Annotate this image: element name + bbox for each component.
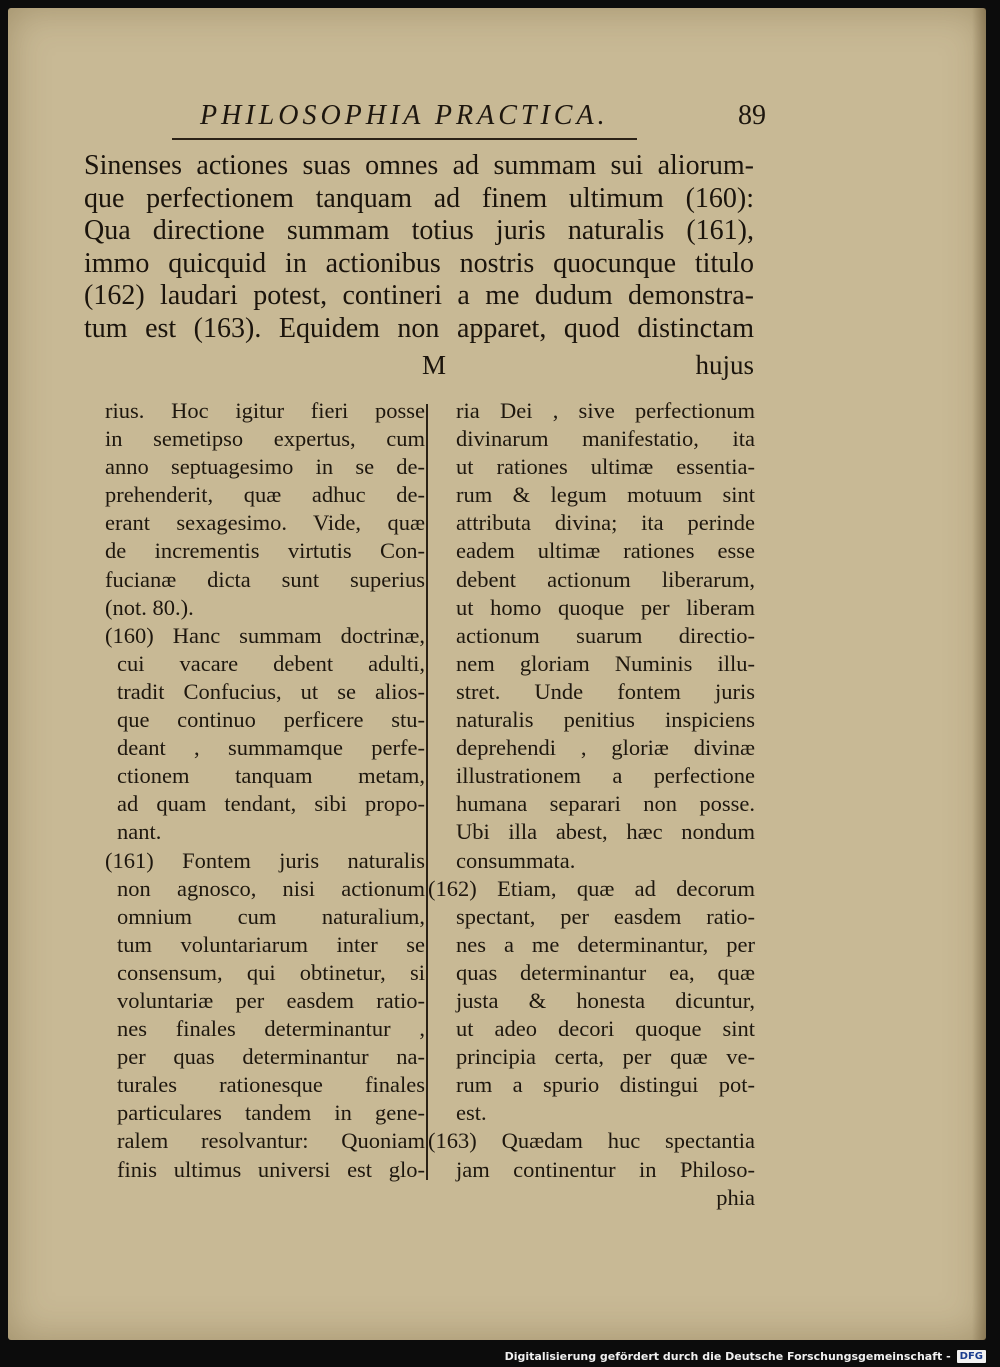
footnote-line: nes a me determinantur, per xyxy=(456,931,755,957)
running-head-title: PHILOSOPHIA PRACTICA. xyxy=(200,100,609,131)
footnote-line: deant , summamque perfe- xyxy=(117,735,425,761)
footnote-line: ctionem tanquam metam, xyxy=(117,763,425,789)
footnote-line: ut adeo decori quoque sint xyxy=(456,1016,755,1042)
footnote-line: voluntariæ per easdem ratio- xyxy=(117,987,425,1013)
footnote-line: per quas determinantur na- xyxy=(117,1044,425,1070)
footnote-line: principia certa, per quæ ve- xyxy=(456,1044,755,1070)
footnote-line: nem gloriam Numinis illu- xyxy=(456,650,755,676)
main-text-line: immo quicquid in actionibus nostris quocunque titulo xyxy=(84,247,754,279)
signature-mark: M xyxy=(422,350,447,380)
running-head-rule xyxy=(172,138,637,140)
main-text-line: Sinenses actiones suas omnes ad summam sui aliorum- xyxy=(84,150,754,181)
footnote-line: attributa divina; ita perinde xyxy=(456,510,755,536)
main-text-line: Qua directione summam totius juris naturalis (161), xyxy=(84,215,754,246)
footnote-line: quas determinantur ea, quæ xyxy=(456,959,755,985)
footnote-line: Ubi illa abest, hæc nondum xyxy=(456,819,755,845)
footnote-line: cui vacare debent adulti, xyxy=(117,650,425,676)
footnotes-right-column xyxy=(428,397,755,1212)
footnote-line: ralem resolvantur: Quoniam xyxy=(117,1128,425,1154)
footnote-line: finis ultimus universi est glo- xyxy=(117,1156,425,1182)
footnote-line: est. xyxy=(456,1100,487,1126)
catchword: hujus xyxy=(695,350,754,380)
footnote-line: naturalis penitius inspiciens xyxy=(456,707,755,733)
footnote-line: debent actionum liberarum, xyxy=(456,566,755,592)
main-text-block xyxy=(84,150,754,345)
footnote-line: ut rationes ultimæ essentia- xyxy=(456,454,755,480)
footnote-line: que continuo perficere stu- xyxy=(117,707,425,733)
footnote-line: rum a spurio distingui pot- xyxy=(456,1072,755,1098)
footnote-line: de incrementis virtutis Con- xyxy=(105,538,425,564)
footnote-line: ut homo quoque per liberam xyxy=(456,594,755,620)
footnote-line: fucianæ dicta sunt superius xyxy=(105,566,425,592)
footnote-line: justa & honesta dicuntur, xyxy=(456,987,755,1013)
footnote-line: erant sexagesimo. Vide, quæ xyxy=(105,510,425,536)
footnote-line: (162) Etiam, quæ ad decorum xyxy=(428,875,755,901)
footnote-line: stret. Unde fontem juris xyxy=(456,678,755,704)
footnote-line: tum voluntariarum inter se xyxy=(117,931,425,957)
footnote-line: consensum, qui obtinetur, si xyxy=(117,959,425,985)
footnote-line: ad quam tendant, sibi propo- xyxy=(117,791,425,817)
dfg-logo: DFG xyxy=(957,1350,986,1363)
footnote-line: illustrationem a perfectione xyxy=(456,763,755,789)
footnote-line: deprehendi , gloriæ divinæ xyxy=(456,735,755,761)
footnote-line: humana separari non posse. xyxy=(456,791,755,817)
footnote-line: (160) Hanc summam doctrinæ, xyxy=(105,622,425,648)
footnote-line: (161) Fontem juris naturalis xyxy=(105,847,425,873)
footnote-line: nes finales determinantur , xyxy=(117,1016,425,1042)
footnote-line: (not. 80.). xyxy=(105,594,194,620)
footnote-line: non agnosco, nisi actionum xyxy=(117,875,425,901)
footnote-line: ria Dei , sive perfectionum xyxy=(456,398,755,423)
page-edge-shadow xyxy=(972,8,986,1340)
main-text-line: tum est (163). Equidem non apparet, quod distinctam xyxy=(84,312,754,344)
footer-text: Digitalisierung gefördert durch die Deutsche Forschungsgemeinschaft - xyxy=(504,1350,951,1363)
running-head xyxy=(200,100,766,132)
footnote-line: eadem ultimæ rationes esse xyxy=(456,538,755,564)
catchword-footnote: phia xyxy=(716,1184,755,1210)
footnote-line: anno septuagesimo in se de- xyxy=(105,454,425,480)
footnote-line: prehenderit, quæ adhuc de- xyxy=(105,482,425,508)
footnote-line: omnium cum naturalium, xyxy=(117,903,425,929)
digitization-footer xyxy=(505,1350,986,1363)
footnote-line: turales rationesque finales xyxy=(117,1072,425,1098)
footnote-line: jam continentur in Philoso- xyxy=(456,1156,755,1182)
footnote-line: (163) Quædam huc spectantia xyxy=(428,1128,755,1154)
main-text-line: que perfectionem tanquam ad finem ultimum (160): xyxy=(84,182,754,214)
footnote-line: in semetipso expertus, cum xyxy=(105,426,425,452)
footnote-line: rius. Hoc igitur fieri posse xyxy=(105,398,425,423)
page-number: 89 xyxy=(738,100,766,131)
footnote-line: nant. xyxy=(117,819,162,845)
footnote-line: rum & legum motuum sint xyxy=(456,482,755,508)
footnote-line: tradit Confucius, ut se alios- xyxy=(117,678,425,704)
footnote-line: divinarum manifestatio, ita xyxy=(456,426,755,452)
main-text-line: (162) laudari potest, contineri a me dudum demonstra- xyxy=(84,280,754,311)
footnote-line: consummata. xyxy=(456,847,576,873)
footnotes-left-column xyxy=(105,397,425,1184)
footnote-line: spectant, per easdem ratio- xyxy=(456,903,755,929)
footnote-line: actionum suarum directio- xyxy=(456,622,755,648)
footnote-line: particulares tandem in gene- xyxy=(117,1100,425,1126)
